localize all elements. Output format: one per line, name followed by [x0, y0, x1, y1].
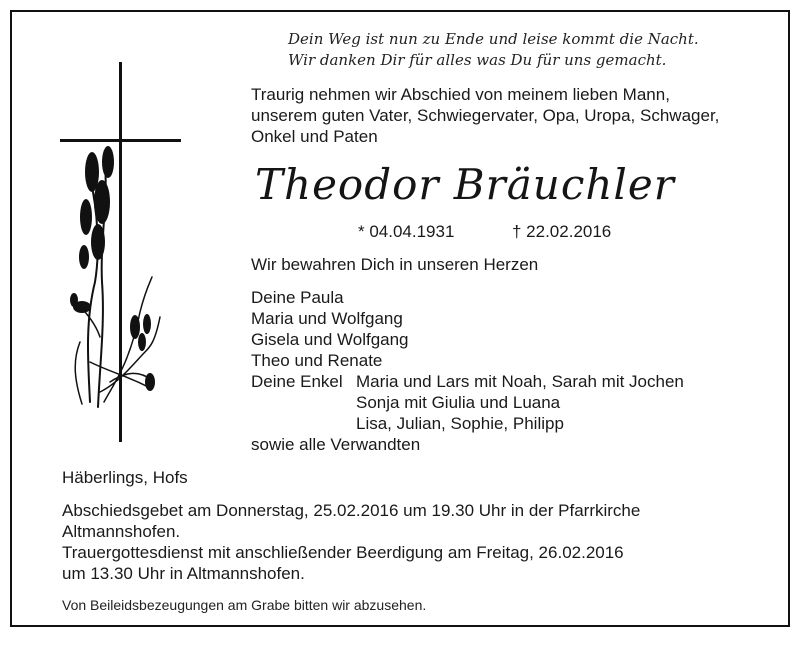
intro-line-2: unserem guten Vater, Schwiegervater, Opa, Uropa, Schwager,: [251, 106, 720, 125]
service-line-4: um 13.30 Uhr in Altmannshofen.: [62, 564, 305, 583]
deceased-name: Theodor Bräuchler: [255, 160, 675, 209]
grandchildren-line-2: Sonja mit Giulia und Luana: [356, 393, 561, 412]
mourner-line-3: Gisela und Wolfgang: [251, 330, 409, 349]
intro-line-1: Traurig nehmen wir Abschied von meinem lieben Mann,: [251, 85, 670, 104]
intro-text: [251, 84, 719, 147]
grandchildren-row-1: [251, 371, 684, 392]
motto-line-2: Wir danken Dir für alles was Du für uns gemacht.: [288, 51, 667, 69]
motto: [288, 29, 699, 71]
birth-date: * 04.04.1931: [358, 222, 455, 241]
service-line-1: Abschiedsgebet am Donnerstag, 25.02.2016 um 19.30 Uhr in der Pfarrkirche: [62, 501, 641, 520]
motto-line-1: Dein Weg ist nun zu Ende und leise kommt die Nacht.: [288, 30, 699, 48]
location: Häberlings, Hofs: [62, 468, 188, 487]
mourner-line-2: Maria und Wolfgang: [251, 309, 403, 328]
remembrance-line: Wir bewahren Dich in unseren Herzen: [251, 255, 539, 274]
mourner-line-1: Deine Paula: [251, 288, 344, 307]
mourner-closing: sowie alle Verwandten: [251, 435, 421, 454]
mourners-block: [251, 287, 684, 455]
grandchildren-label: Deine Enkel: [251, 372, 343, 391]
intro-line-3: Onkel und Paten: [251, 127, 378, 146]
grandchildren-row-3: [251, 413, 684, 434]
cross-with-grass-icon: [60, 62, 185, 444]
grandchildren-row-2: [251, 392, 684, 413]
grandchildren-line-3: Lisa, Julian, Sophie, Philipp: [356, 414, 564, 433]
death-date: † 22.02.2016: [512, 222, 612, 241]
service-line-2: Altmannshofen.: [62, 522, 181, 541]
condolence-note: Von Beileidsbezeugungen am Grabe bitten wir abzusehen.: [62, 597, 427, 613]
grandchildren-line-1: Maria und Lars mit Noah, Sarah mit Jochen: [356, 372, 684, 391]
service-line-3: Trauergottesdienst mit anschließender Beerdigung am Freitag, 26.02.2016: [62, 543, 624, 562]
mourner-line-4: Theo und Renate: [251, 351, 383, 370]
service-info: [62, 500, 640, 584]
